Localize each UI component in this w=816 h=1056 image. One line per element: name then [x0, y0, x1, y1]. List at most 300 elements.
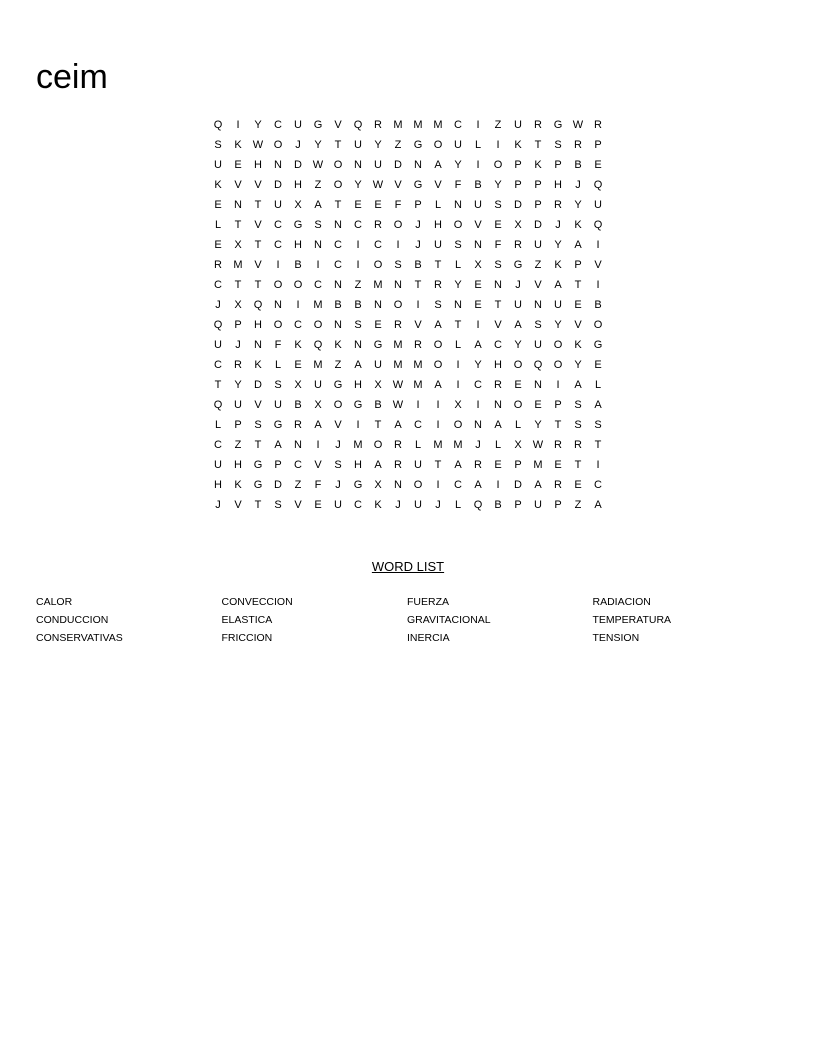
grid-letter: L — [214, 219, 222, 231]
word-list-item: CALOR — [36, 596, 73, 608]
grid-letter: J — [295, 139, 301, 151]
grid-letter: G — [593, 339, 603, 351]
grid-letter: O — [273, 319, 283, 331]
grid-letter: J — [515, 279, 521, 291]
grid-letter: G — [553, 119, 563, 131]
grid-letter: Y — [554, 319, 562, 331]
grid-letter: J — [395, 499, 401, 511]
grid-letter: Y — [554, 239, 562, 251]
grid-letter: T — [574, 279, 582, 291]
grid-letter: S — [354, 319, 362, 331]
grid-letter: H — [254, 319, 262, 331]
grid-letter: A — [434, 319, 442, 331]
grid-letter: P — [514, 459, 522, 471]
grid-letter: T — [594, 439, 602, 451]
grid-letter: H — [294, 179, 302, 191]
grid-letter: A — [474, 339, 482, 351]
grid-letter: D — [514, 199, 522, 211]
grid-letter: G — [313, 119, 323, 131]
grid-letter: R — [394, 439, 402, 451]
grid-letter: O — [393, 299, 403, 311]
grid-letter: P — [514, 499, 522, 511]
grid-letter: S — [534, 319, 542, 331]
grid-letter: U — [554, 299, 562, 311]
grid-letter: C — [274, 239, 282, 251]
grid-letter: T — [434, 259, 442, 271]
grid-letter: W — [392, 399, 404, 411]
grid-letter: I — [276, 259, 280, 271]
word-list-item: TEMPERATURA — [592, 614, 672, 626]
grid-letter: U — [534, 339, 542, 351]
grid-letter: U — [274, 399, 282, 411]
grid-letter: G — [253, 459, 263, 471]
grid-letter: M — [453, 439, 463, 451]
grid-letter: U — [534, 499, 542, 511]
grid-letter: U — [374, 359, 382, 371]
grid-letter: A — [574, 239, 582, 251]
grid-letter: X — [294, 199, 302, 211]
grid-letter: P — [594, 139, 602, 151]
grid-letter: H — [214, 479, 222, 491]
grid-letter: T — [494, 299, 502, 311]
grid-letter: C — [294, 319, 302, 331]
grid-letter: I — [416, 299, 420, 311]
grid-letter: P — [234, 419, 242, 431]
grid-letter: T — [254, 439, 262, 451]
word-list — [36, 593, 778, 647]
word-list-item: CONSERVATIVAS — [36, 632, 123, 644]
grid-letter: P — [274, 459, 282, 471]
grid-letter: N — [274, 299, 282, 311]
word-list-heading — [0, 558, 816, 576]
grid-letter: O — [513, 399, 523, 411]
grid-letter: T — [254, 279, 262, 291]
grid-letter: T — [554, 419, 562, 431]
grid-letter: V — [414, 319, 422, 331]
grid-letter: L — [494, 439, 502, 451]
word-list-item: FRICCION — [221, 632, 273, 644]
grid-letter: J — [215, 499, 221, 511]
grid-letter: R — [554, 479, 562, 491]
grid-letter: T — [454, 319, 462, 331]
grid-letter: H — [254, 159, 262, 171]
grid-letter: M — [353, 439, 363, 451]
grid-letter: C — [474, 379, 482, 391]
grid-letter: C — [214, 439, 222, 451]
grid-letter: K — [254, 359, 262, 371]
grid-letter: O — [273, 279, 283, 291]
grid-letter: M — [233, 259, 243, 271]
grid-letter: I — [476, 319, 480, 331]
grid-letter: Q — [353, 119, 363, 131]
grid-letter: R — [514, 239, 522, 251]
grid-letter: R — [234, 359, 242, 371]
grid-letter: I — [496, 479, 500, 491]
grid-letter: X — [454, 399, 462, 411]
grid-letter: G — [333, 379, 343, 391]
grid-letter: Y — [254, 119, 262, 131]
grid-letter: H — [554, 179, 562, 191]
grid-letter: H — [434, 219, 442, 231]
grid-letter: Y — [514, 339, 522, 351]
grid-letter: C — [214, 359, 222, 371]
grid-letter: Z — [574, 499, 582, 511]
grid-letter: R — [394, 319, 402, 331]
grid-letter: U — [414, 459, 422, 471]
grid-letter: O — [433, 339, 443, 351]
grid-letter: Y — [534, 419, 542, 431]
grid-letter: M — [433, 439, 443, 451]
grid-letter: E — [354, 199, 362, 211]
grid-letter: V — [254, 399, 262, 411]
grid-letter: K — [574, 219, 582, 231]
grid-letter: Z — [334, 359, 342, 371]
grid-letter: I — [316, 439, 320, 451]
grid-letter: N — [394, 479, 402, 491]
grid-letter: N — [474, 239, 482, 251]
word-list-heading-text: WORD LIST — [371, 559, 445, 574]
grid-letter: L — [214, 419, 222, 431]
grid-letter: P — [234, 319, 242, 331]
grid-letter: V — [314, 459, 322, 471]
grid-letter: P — [554, 499, 562, 511]
grid-letter: Y — [234, 379, 242, 391]
grid-letter: H — [234, 459, 242, 471]
grid-letter: C — [334, 239, 342, 251]
grid-letter: C — [354, 499, 362, 511]
grid-letter: M — [373, 279, 383, 291]
grid-letter: A — [354, 359, 362, 371]
grid-letter: O — [453, 419, 463, 431]
grid-letter: R — [394, 459, 402, 471]
grid-letter: E — [554, 459, 562, 471]
grid-letter: E — [574, 299, 582, 311]
grid-letter: L — [414, 439, 422, 451]
grid-letter: O — [333, 159, 343, 171]
grid-letter: X — [374, 479, 382, 491]
grid-letter: O — [433, 139, 443, 151]
grid-letter: Y — [474, 359, 482, 371]
grid-letter: N — [414, 159, 422, 171]
grid-letter: C — [294, 459, 302, 471]
grid-letter: O — [493, 159, 503, 171]
word-list-item: GRAVITACIONAL — [407, 614, 491, 626]
grid-letter: E — [474, 279, 482, 291]
grid-letter: I — [356, 239, 360, 251]
grid-letter: K — [234, 479, 242, 491]
grid-letter: U — [214, 459, 222, 471]
grid-letter: E — [534, 399, 542, 411]
grid-letter: A — [314, 419, 322, 431]
grid-letter: S — [334, 459, 342, 471]
grid-letter: H — [494, 359, 502, 371]
grid-letter: R — [574, 139, 582, 151]
grid-letter: W — [392, 379, 404, 391]
grid-letter: E — [374, 319, 382, 331]
grid-letter: U — [214, 159, 222, 171]
grid-letter: T — [254, 199, 262, 211]
grid-letter: K — [554, 259, 562, 271]
grid-letter: K — [574, 339, 582, 351]
word-list-item: TENSION — [592, 632, 640, 644]
grid-letter: J — [335, 439, 341, 451]
grid-letter: O — [513, 359, 523, 371]
grid-letter: N — [534, 299, 542, 311]
grid-letter: U — [314, 379, 322, 391]
grid-letter: A — [494, 419, 502, 431]
grid-letter: Y — [374, 139, 382, 151]
grid-letter: G — [413, 179, 423, 191]
grid-letter: V — [574, 319, 582, 331]
grid-letter: L — [454, 339, 462, 351]
grid-letter: U — [214, 339, 222, 351]
grid-letter: L — [454, 259, 462, 271]
grid-letter: B — [494, 499, 502, 511]
grid-letter: I — [476, 159, 480, 171]
grid-letter: G — [353, 399, 363, 411]
grid-letter: S — [494, 259, 502, 271]
grid-letter: R — [414, 339, 422, 351]
grid-letter: U — [274, 199, 282, 211]
page-title: ceim — [36, 57, 108, 96]
grid-letter: R — [534, 119, 542, 131]
grid-letter: J — [575, 179, 581, 191]
grid-letter: B — [474, 179, 482, 191]
grid-letter: N — [354, 159, 362, 171]
grid-letter: I — [596, 459, 600, 471]
grid-letter: S — [254, 419, 262, 431]
grid-letter: C — [454, 479, 462, 491]
grid-letter: J — [415, 239, 421, 251]
grid-letter: J — [215, 299, 221, 311]
word-list-item: INERCIA — [407, 632, 450, 644]
grid-letter: D — [534, 219, 542, 231]
grid-letter: E — [374, 199, 382, 211]
grid-letter: Y — [314, 139, 322, 151]
grid-letter: W — [532, 439, 544, 451]
grid-letter: A — [394, 419, 402, 431]
grid-letter: G — [353, 479, 363, 491]
grid-letter: A — [274, 439, 282, 451]
grid-letter: J — [475, 439, 481, 451]
grid-letter: Z — [354, 279, 362, 291]
grid-letter: T — [254, 499, 262, 511]
grid-letter: R — [214, 259, 222, 271]
grid-letter: X — [234, 299, 242, 311]
grid-letter: F — [314, 479, 322, 491]
grid-letter: A — [534, 479, 542, 491]
grid-letter: R — [574, 439, 582, 451]
grid-letter: D — [274, 179, 282, 191]
grid-letter: F — [494, 239, 502, 251]
grid-letter: U — [374, 159, 382, 171]
grid-letter: L — [594, 379, 602, 391]
grid-letter: P — [534, 179, 542, 191]
grid-letter: S — [394, 259, 402, 271]
grid-letter: S — [554, 139, 562, 151]
grid-letter: Z — [314, 179, 322, 191]
grid-letter: L — [474, 139, 482, 151]
grid-letter: I — [596, 239, 600, 251]
grid-letter: T — [334, 199, 342, 211]
grid-letter: I — [496, 139, 500, 151]
grid-letter: C — [354, 219, 362, 231]
grid-letter: I — [436, 399, 440, 411]
grid-letter: U — [414, 499, 422, 511]
grid-letter: G — [293, 219, 303, 231]
word-list-item: FUERZA — [407, 596, 449, 608]
grid-letter: N — [274, 159, 282, 171]
grid-letter: B — [294, 259, 302, 271]
grid-letter: G — [273, 419, 283, 431]
grid-letter: A — [434, 159, 442, 171]
grid-letter: M — [313, 299, 323, 311]
grid-letter: T — [234, 219, 242, 231]
grid-letter: I — [356, 419, 360, 431]
grid-letter: A — [474, 479, 482, 491]
grid-letter: E — [314, 499, 322, 511]
grid-letter: K — [534, 159, 542, 171]
grid-letter: T — [334, 139, 342, 151]
grid-letter: X — [514, 219, 522, 231]
grid-letter: A — [594, 399, 602, 411]
grid-letter: W — [312, 159, 324, 171]
grid-letter: Y — [574, 359, 582, 371]
grid-letter: A — [454, 459, 462, 471]
grid-letter: R — [554, 199, 562, 211]
grid-letter: L — [434, 199, 442, 211]
word-list-item: CONDUCCION — [36, 614, 109, 626]
grid-letter: W — [572, 119, 584, 131]
grid-letter: K — [374, 499, 382, 511]
grid-letter: R — [374, 219, 382, 231]
grid-letter: Q — [313, 339, 323, 351]
grid-letter: M — [413, 119, 423, 131]
grid-letter: B — [574, 159, 582, 171]
grid-letter: M — [313, 359, 323, 371]
grid-letter: N — [234, 199, 242, 211]
grid-letter: T — [234, 279, 242, 291]
grid-letter: P — [514, 159, 522, 171]
grid-letter: Z — [534, 259, 542, 271]
grid-letter: T — [414, 279, 422, 291]
grid-letter: E — [594, 359, 602, 371]
grid-letter: N — [374, 299, 382, 311]
grid-letter: X — [514, 439, 522, 451]
grid-letter: I — [436, 419, 440, 431]
grid-letter: V — [434, 179, 442, 191]
grid-letter: J — [415, 219, 421, 231]
grid-letter: E — [594, 159, 602, 171]
grid-letter: X — [234, 239, 242, 251]
grid-letter: P — [534, 199, 542, 211]
grid-letter: N — [294, 439, 302, 451]
grid-letter: R — [434, 279, 442, 291]
grid-letter: B — [374, 399, 382, 411]
grid-letter: I — [316, 259, 320, 271]
grid-letter: B — [414, 259, 422, 271]
grid-letter: O — [333, 179, 343, 191]
grid-letter: H — [294, 239, 302, 251]
grid-letter: T — [374, 419, 382, 431]
grid-letter: V — [254, 259, 262, 271]
grid-letter: V — [334, 119, 342, 131]
grid-letter: D — [394, 159, 402, 171]
grid-letter: X — [294, 379, 302, 391]
grid-letter: B — [334, 299, 342, 311]
grid-letter: Q — [253, 299, 263, 311]
grid-letter: U — [234, 399, 242, 411]
grid-letter: S — [574, 399, 582, 411]
grid-letter: P — [414, 199, 422, 211]
grid-letter: N — [494, 399, 502, 411]
grid-letter: U — [514, 299, 522, 311]
grid-letter: X — [474, 259, 482, 271]
grid-letter: U — [334, 499, 342, 511]
grid-letter: N — [454, 199, 462, 211]
grid-letter: T — [254, 239, 262, 251]
grid-letter: T — [214, 379, 222, 391]
grid-letter: R — [474, 459, 482, 471]
grid-letter: I — [476, 399, 480, 411]
grid-letter: K — [514, 139, 522, 151]
grid-letter: E — [214, 239, 222, 251]
grid-letter: I — [456, 359, 460, 371]
grid-letter: Y — [454, 159, 462, 171]
grid-letter: E — [494, 219, 502, 231]
grid-letter: S — [594, 419, 602, 431]
grid-letter: M — [533, 459, 543, 471]
grid-letter: U — [434, 239, 442, 251]
grid-letter: N — [334, 319, 342, 331]
grid-letter: O — [313, 319, 323, 331]
grid-letter: P — [514, 179, 522, 191]
grid-letter: V — [494, 319, 502, 331]
grid-letter: Y — [574, 199, 582, 211]
grid-letter: S — [434, 299, 442, 311]
grid-letter: T — [434, 459, 442, 471]
grid-letter: D — [514, 479, 522, 491]
word-list-item: CONVECCION — [221, 596, 293, 608]
grid-letter: M — [413, 379, 423, 391]
grid-letter: N — [254, 339, 262, 351]
grid-letter: F — [394, 199, 402, 211]
grid-letter: R — [294, 419, 302, 431]
grid-letter: A — [554, 279, 562, 291]
grid-letter: B — [294, 399, 302, 411]
grid-letter: G — [373, 339, 383, 351]
grid-letter: U — [594, 199, 602, 211]
grid-letter: S — [494, 199, 502, 211]
grid-letter: R — [594, 119, 602, 131]
grid-letter: D — [254, 379, 262, 391]
grid-letter: F — [454, 179, 462, 191]
grid-letter: Y — [354, 179, 362, 191]
grid-letter: N — [454, 299, 462, 311]
grid-letter: C — [274, 219, 282, 231]
grid-letter: Z — [294, 479, 302, 491]
grid-letter: D — [294, 159, 302, 171]
grid-letter: O — [373, 439, 383, 451]
grid-letter: U — [354, 139, 362, 151]
grid-letter: P — [574, 259, 582, 271]
grid-letter: N — [494, 279, 502, 291]
grid-letter: N — [474, 419, 482, 431]
grid-letter: E — [574, 479, 582, 491]
grid-letter: J — [335, 479, 341, 491]
grid-letter: O — [273, 139, 283, 151]
grid-letter: E — [494, 459, 502, 471]
